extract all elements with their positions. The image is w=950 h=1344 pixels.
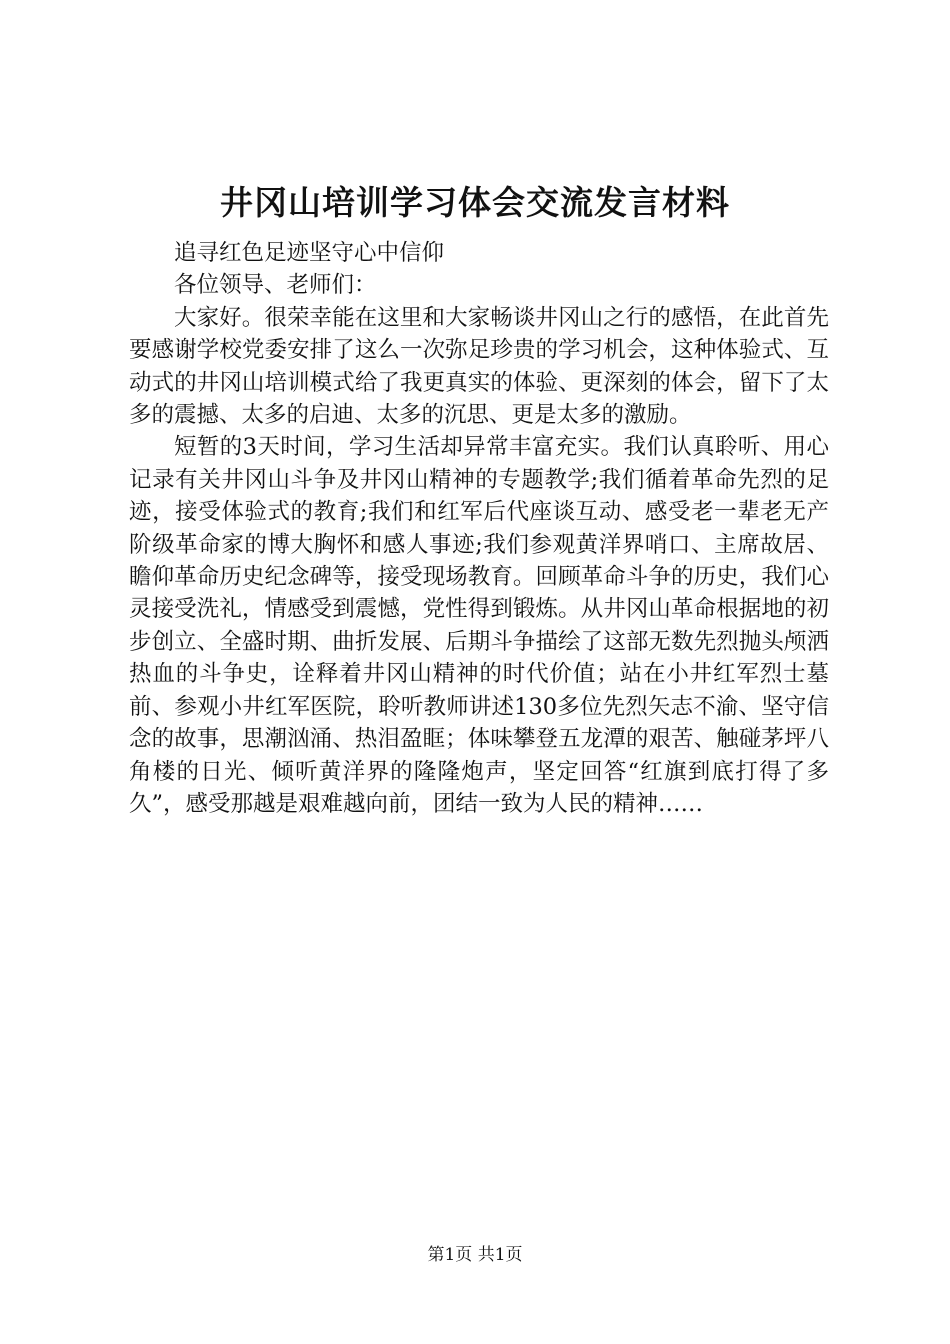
paragraph-intro: 大家好。很荣幸能在这里和大家畅谈井冈山之行的感悟，在此首先要感谢学校党委安排了这么一次弥足珍贵的学习机会，这种体验式、互动式的井冈山培训模式给了我更真实的体验、更深刻的体会，留下了太多的震撼、太多的启迪、太多的沉思、更是太多的激励。 xyxy=(129,304,829,429)
document-subtitle: 追寻红色足迹坚守心中信仰 xyxy=(174,240,445,266)
document-body xyxy=(129,237,829,820)
document-title: 井冈山培训学习体会交流发言材料 xyxy=(220,183,730,222)
page-footer: 第1页 共1页 xyxy=(427,1245,523,1265)
paragraph-main: 短暂的3天时间，学习生活却异常丰富充实。我们认真聆听、用心记录有关井冈山斗争及井冈山精神的专题教学;我们循着革命先烈的足迹，接受体验式的教育;我们和红军后代座谈互动、感受老一辈老无产阶级革命家的博大胸怀和感人事迹;我们参观黄洋界哨口、主席故居、瞻仰革命历史纪念碑等，接受现场教育。回顾革命斗争的历史，我们心灵接受洗礼，情感受到震憾，党性得到锻炼。从井冈山革命根据地的初步创立、全盛时期、曲折发展、后期斗争描绘了这部无数先烈抛头颅洒热血的斗争史，诠释着井冈山精神的时代价值；站在小井红军烈士墓前、参观小井红军医院，聆听教师讲述130多位先烈矢志不渝、坚守信念的故事，思潮汹涌、热泪盈眶；体味攀登五龙潭的艰苦、触碰茅坪八角楼的日光、倾听黄洋界的隆隆炮声，坚定回答“红旗到底打得了多久”，感受那越是艰难越向前，团结一致为人民的精神…… xyxy=(129,434,829,817)
salutation: 各位领导、老师们： xyxy=(174,272,377,299)
